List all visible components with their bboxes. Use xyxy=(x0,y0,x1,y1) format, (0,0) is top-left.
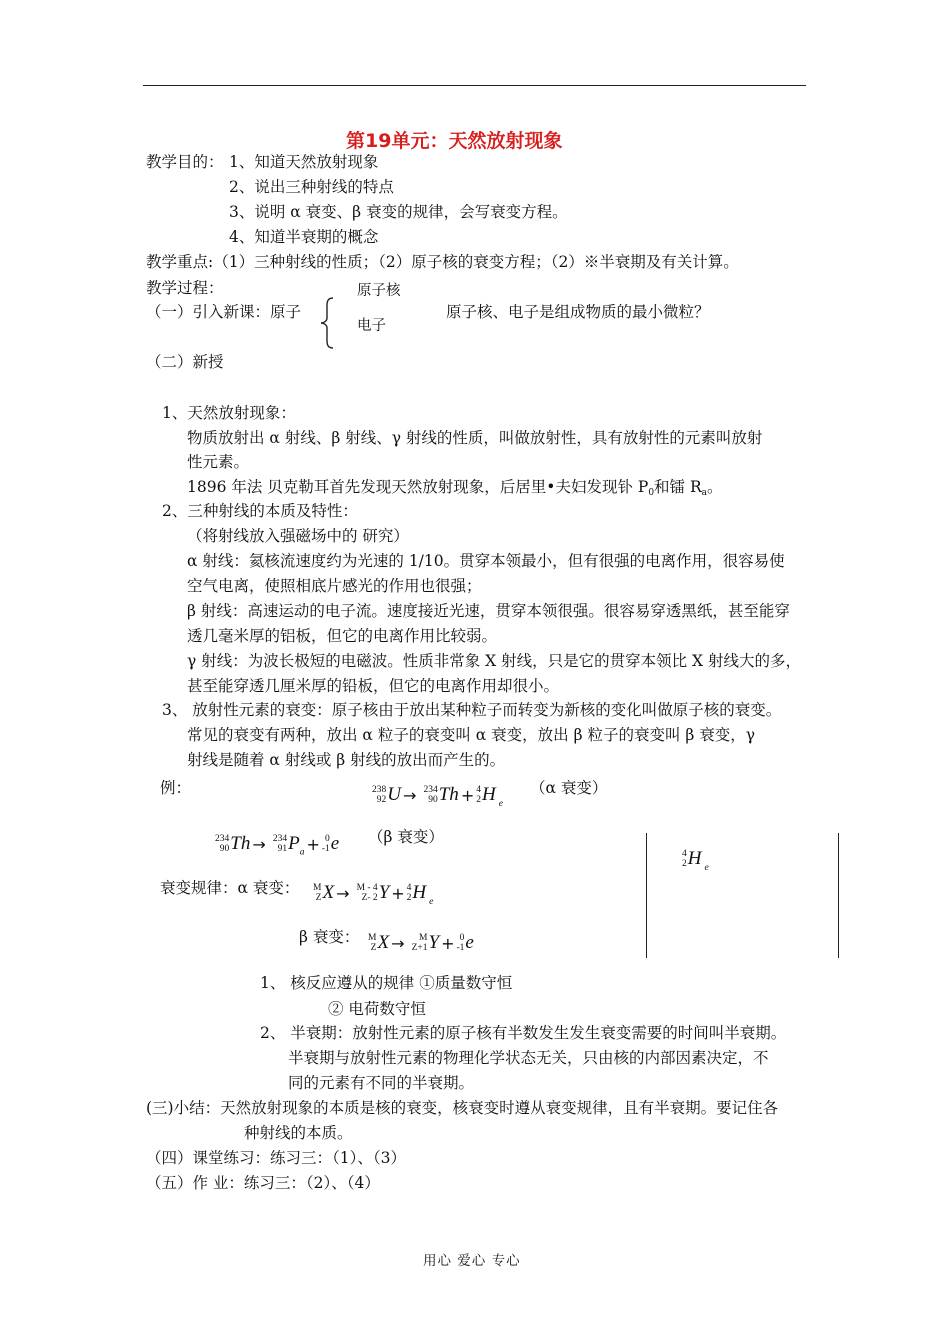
u-scripts: 238 92 xyxy=(372,785,387,805)
arrow-icon: → xyxy=(252,834,266,854)
law-item: 1、 核反应遵从的规律 ①质量数守恒 xyxy=(260,974,513,992)
th-symbol: Th xyxy=(230,833,251,854)
he-scripts: 4 2 xyxy=(476,785,481,805)
homework-line: （五）作 业：练习三：（2）、（4） xyxy=(146,1174,380,1192)
objectives-label: 教学目的： xyxy=(146,153,224,171)
he-symbol: H xyxy=(687,848,702,869)
intro-branch-nucleus: 原子核 xyxy=(357,283,401,299)
intro-label: （一）引入新课：原子 xyxy=(146,303,302,321)
gamma-ray-line: γ 射线：为波长极短的电磁波。性质非常象 X 射线，只是它的贯穿本领比 X 射线大的多， xyxy=(187,652,801,670)
box-left-edge xyxy=(646,833,647,958)
pa-subscript: a xyxy=(299,847,305,858)
he-subscript: e xyxy=(704,862,709,873)
objective-item: 4、知道半衰期的概念 xyxy=(229,228,379,246)
objective-item: 2、说出三种射线的特点 xyxy=(229,178,394,196)
he-subscript: e xyxy=(429,896,434,907)
alpha-rule-equation xyxy=(313,882,433,907)
plus-sign: + xyxy=(460,785,475,805)
section-heading: 3、 放射性元素的衰变：原子核由于放出某种粒子而转变为新核的变化叫做原子核的衰变。 xyxy=(162,701,782,719)
law-item: ② 电荷数守恒 xyxy=(328,1000,426,1018)
section-heading: 2、三种射线的本质及特性： xyxy=(162,502,358,520)
practice-line: （四）课堂练习：练习三：（1）、（3） xyxy=(146,1149,406,1167)
beta-decay-note: （β 衰变） xyxy=(368,828,444,846)
he-scripts: 4 2 xyxy=(406,883,412,903)
he-subscript: e xyxy=(498,798,503,809)
page-title: 第19单元：天然放射现象 xyxy=(346,130,563,152)
arrow-icon: → xyxy=(402,785,417,805)
summary-line: 种射线的本质。 xyxy=(244,1124,353,1142)
x-scripts: M Z xyxy=(313,883,322,903)
header-rule xyxy=(143,85,806,86)
ra-subscript: a xyxy=(701,488,708,498)
new-lesson-heading: （二）新授 xyxy=(146,353,224,371)
x-scripts: M Z xyxy=(368,933,377,953)
discovery-line xyxy=(187,477,723,503)
y-scripts: M Z+1 xyxy=(411,933,428,953)
process-label: 教学过程： xyxy=(146,279,224,297)
beta-ray-line: 透几毫米厚的铝板，但它的电离作用比较弱。 xyxy=(187,627,498,645)
half-life-line: 2、 半衰期：放射性元素的原子核有半数发生发生衰变需要的时间叫半衰期。 xyxy=(260,1024,787,1042)
th-scripts: 234 90 xyxy=(215,834,230,854)
electron-symbol: e xyxy=(465,932,474,953)
electron-scripts: 0 -1 xyxy=(456,933,465,953)
beta-rule-equation xyxy=(368,932,474,954)
objective-item: 3、说明 α 衰变、β 衰变的规律，会写衰变方程。 xyxy=(229,203,568,221)
alpha-decay-equation xyxy=(372,784,503,809)
pa-symbol: P xyxy=(288,833,300,854)
radium-text: 和镭 R xyxy=(654,478,702,496)
he-scripts: 4 2 xyxy=(682,849,687,869)
electron-symbol: e xyxy=(330,833,340,854)
y-scripts: M - 4 Z- 2 xyxy=(356,883,378,903)
summary-line: (三)小结：天然放射现象的本质是核的衰变，核衰变时遵从衰变规律，且有半衰期。要记住各 xyxy=(146,1099,779,1117)
beta-ray-line: β 射线：高速运动的电子流。速度接近光速，贯穿本领很强。很容易穿透黑纸，甚至能穿 xyxy=(187,602,790,620)
alpha-ray-line: α 射线：氦核流速度约为光速的 1/10。贯穿本领最小，但有很强的电离作用，很容易使 xyxy=(187,552,785,570)
y-symbol: Y xyxy=(378,882,390,903)
intro-question: 原子核、电子是组成物质的最小微粒？ xyxy=(446,303,710,321)
beta-decay-equation xyxy=(215,833,339,858)
intro-branch-electron: 电子 xyxy=(357,318,386,334)
helium-nucleus-fragment xyxy=(682,848,709,873)
arrow-icon: → xyxy=(336,883,350,903)
arrow-icon: → xyxy=(391,933,405,953)
discovery-text: 1896 年法 贝克勒耳首先发现天然放射现象，后居里•夫妇发现钋 P xyxy=(187,478,649,496)
he-symbol: H xyxy=(412,882,427,903)
plus-sign: + xyxy=(391,883,405,903)
pa-scripts: 234 91 xyxy=(272,834,288,854)
paragraph-line: 射线是随着 α 射线或 β 射线的放出而产生的。 xyxy=(187,751,506,769)
plus-sign: + xyxy=(306,834,320,854)
th-symbol: Th xyxy=(438,784,459,805)
section-heading: 1、天然放射现象： xyxy=(162,404,296,422)
u-symbol: U xyxy=(387,784,401,805)
half-life-line: 半衰期与放射性元素的物理化学状态无关，只由核的内部因素决定，不 xyxy=(288,1049,769,1067)
decay-rule-label: 衰变规律：α 衰变： xyxy=(160,879,300,897)
page-footer: 用心 爱心 专心 xyxy=(423,1253,521,1269)
x-symbol: X xyxy=(322,882,335,903)
th-scripts: 234 90 xyxy=(423,785,438,805)
beta-rule-label: β 衰变： xyxy=(299,928,360,946)
po-subscript: 0 xyxy=(648,488,655,498)
plus-sign: + xyxy=(441,933,455,953)
example-label: 例： xyxy=(160,779,192,797)
paragraph-line: 性元素。 xyxy=(187,453,250,471)
alpha-ray-line: 空气电离，使照相底片感光的作用也很强； xyxy=(187,577,482,595)
section-note: （将射线放入强磁场中的 研究） xyxy=(187,527,409,545)
half-life-line: 同的元素有不同的半衰期。 xyxy=(288,1074,475,1092)
box-right-edge xyxy=(838,833,839,958)
electron-scripts: 0 -1 xyxy=(321,834,330,854)
y-symbol: Y xyxy=(428,932,440,953)
alpha-decay-note: （α 衰变） xyxy=(530,779,608,797)
gamma-ray-line: 甚至能穿透几厘米厚的铅板，但它的电离作用却很小。 xyxy=(187,677,560,695)
paragraph-line: 常见的衰变有两种，放出 α 粒子的衰变叫 α 衰变，放出 β 粒子的衰变叫 β 衰变，γ xyxy=(187,726,756,744)
period: 。 xyxy=(707,478,723,496)
x-symbol: X xyxy=(377,932,390,953)
key-points: 教学重点:（1）三种射线的性质；（2）原子核的衰变方程；（2）※半衰期及有关计算。 xyxy=(146,253,739,271)
objective-item: 1、知道天然放射现象 xyxy=(229,153,379,171)
curly-brace-icon xyxy=(318,296,336,350)
paragraph-line: 物质放射出 α 射线、β 射线、γ 射线的性质，叫做放射性，具有放射性的元素叫放射 xyxy=(187,429,763,447)
he-symbol: H xyxy=(481,784,496,805)
